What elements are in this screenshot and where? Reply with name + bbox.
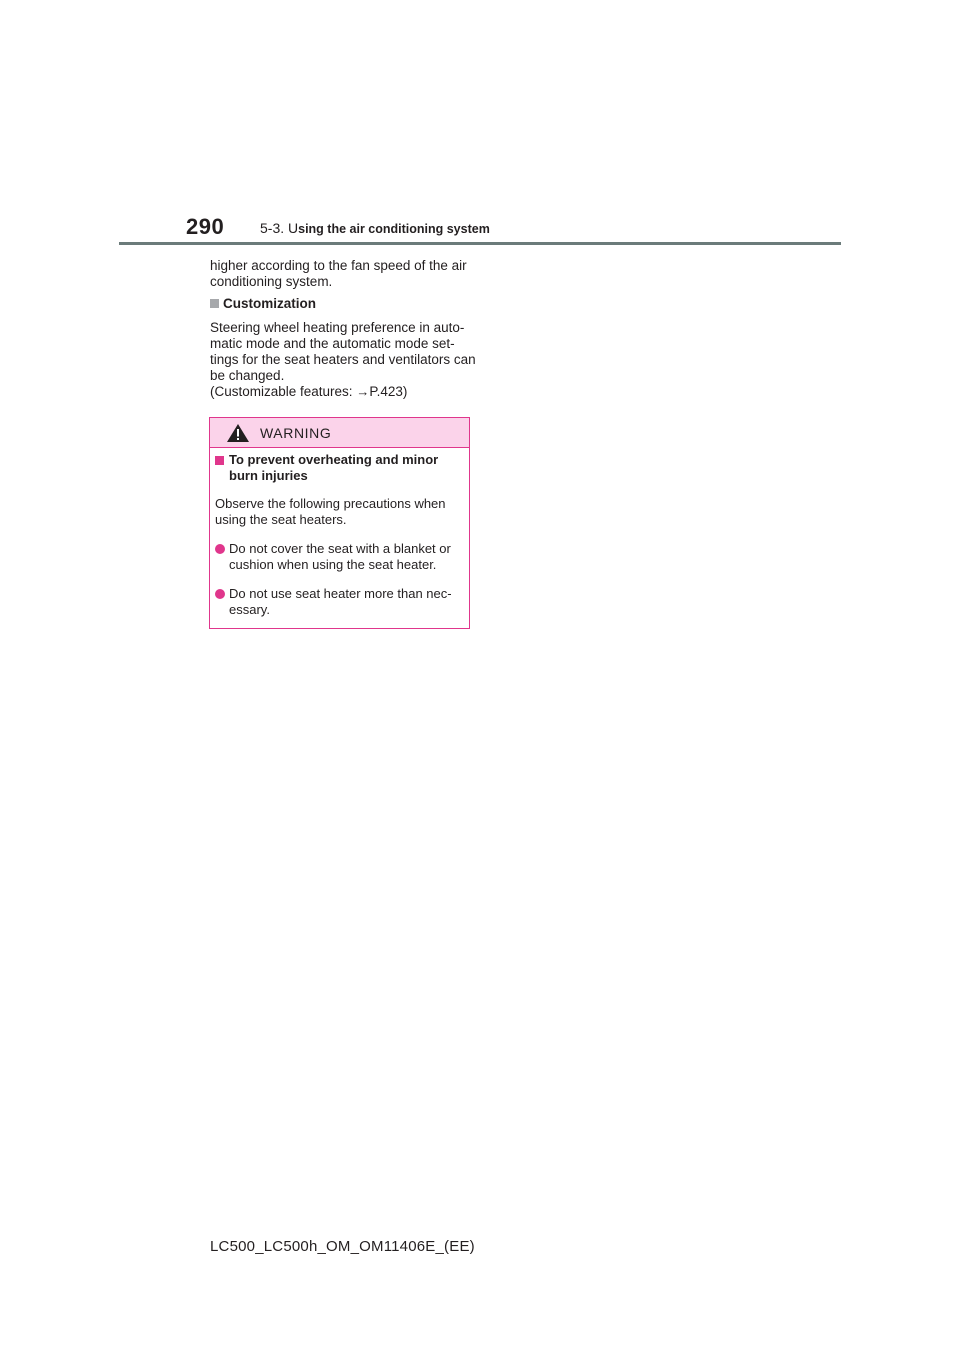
body-paragraph-customization bbox=[210, 320, 476, 400]
customization-line: be changed. bbox=[210, 368, 285, 383]
customization-reference bbox=[210, 384, 472, 400]
warning-bullet bbox=[215, 586, 465, 618]
body-paragraph-fan-speed: higher according to the fan speed of the air conditioning system. bbox=[210, 258, 467, 289]
warning-bullet-text: Do not cover the seat with a blanket or cushion when using the seat heater. bbox=[229, 541, 451, 572]
section-title-rest: sing the air conditioning system bbox=[298, 222, 490, 236]
magenta-dot-bullet-icon bbox=[215, 544, 225, 554]
header-rule bbox=[119, 242, 841, 245]
magenta-dot-bullet-icon bbox=[215, 589, 225, 599]
warning-heading bbox=[215, 452, 465, 484]
arrow-right-icon: → bbox=[356, 384, 370, 399]
magenta-square-bullet-icon bbox=[215, 456, 224, 465]
warning-box bbox=[209, 417, 470, 629]
warning-bullet bbox=[215, 541, 465, 573]
section-title bbox=[260, 220, 490, 236]
customization-heading-text: Customization bbox=[223, 296, 316, 311]
page-number: 290 bbox=[186, 214, 225, 239]
reference-prefix: (Customizable features: bbox=[210, 384, 357, 399]
warning-content bbox=[215, 452, 465, 631]
reference-page-link[interactable]: P.423) bbox=[369, 384, 408, 399]
customization-line: tings for the seat heaters and ventilators can bbox=[210, 352, 476, 367]
warning-bullet-text: Do not use seat heater more than nec- essary. bbox=[229, 586, 452, 617]
warning-triangle-icon bbox=[226, 423, 250, 443]
footer-doc-code: LC500_LC500h_OM_OM11406E_(EE) bbox=[210, 1238, 475, 1255]
customization-line: Steering wheel heating preference in auto- bbox=[210, 320, 465, 335]
customization-line: matic mode and the automatic mode set- bbox=[210, 336, 455, 351]
warning-intro: Observe the following precautions when using the seat heaters. bbox=[215, 496, 446, 527]
warning-label: WARNING bbox=[260, 425, 332, 441]
warning-heading-text: To prevent overheating and minor burn injuries bbox=[229, 452, 439, 483]
section-title-prefix: 5-3. U bbox=[260, 220, 299, 236]
customization-heading bbox=[210, 296, 316, 311]
warning-header bbox=[210, 418, 469, 448]
gray-square-bullet-icon bbox=[210, 299, 219, 308]
